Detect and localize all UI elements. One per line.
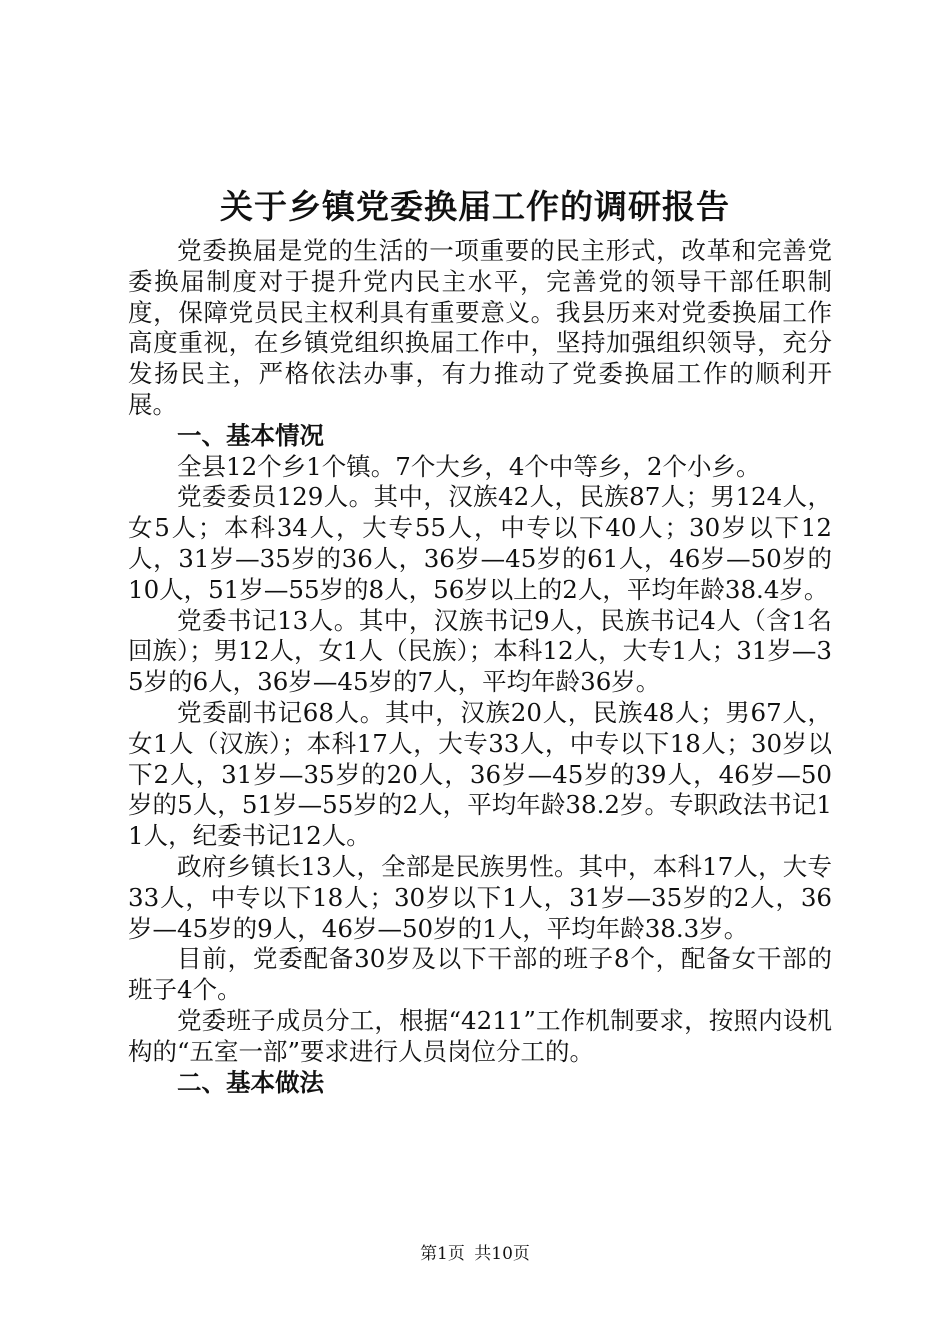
paragraph-county-overview: 全县12个乡1个镇。7个大乡，4个中等乡，2个小乡。 — [177, 451, 761, 481]
paragraph-deputy-secretaries: 党委副书记68人。其中，汉族20人，民族48人；男67人，女1人（汉族）；本科17人，大专33人，中专以下18人；30岁以下2人，31岁—35岁的20人，36岁—45岁的39人，46岁—50岁的5人，51岁—55岁的2人，平均年龄38.2岁。专职政法书记11人，纪委书记12人。 — [128, 697, 832, 851]
section-heading-basic-situation: 一、基本情况 — [177, 420, 324, 450]
paragraph-division-of-labor: 党委班子成员分工，根据“4211”工作机制要求，按照内设机构的“五室一部”要求进行人员岗位分工的。 — [128, 1005, 832, 1066]
paragraph-young-female-cadres: 目前，党委配备30岁及以下干部的班子8个，配备女干部的班子4个。 — [128, 944, 832, 1005]
document-body — [128, 236, 832, 1098]
paragraph-party-secretaries: 党委书记13人。其中，汉族书记9人，民族书记4人（含1名回族）；男12人，女1人（民族）；本科12人，大专1人；31岁—35岁的6人，36岁—45岁的7人，平均年龄36岁。 — [128, 605, 832, 697]
paragraph-township-heads: 政府乡镇长13人，全部是民族男性。其中，本科17人，大专33人，中专以下18人；30岁以下1人，31岁—35岁的2人，36岁—45岁的9人，46岁—50岁的1人，平均年龄38.3岁。 — [128, 851, 832, 943]
paragraph-committee-members: 党委委员129人。其中，汉族42人，民族87人；男124人，女5人；本科34人，大专55人，中专以下40人；30岁以下12人，31岁—35岁的36人，36岁—45岁的61人，46岁—50岁的10人，51岁—55岁的8人，56岁以上的2人，平均年龄38.4岁。 — [128, 482, 832, 604]
section-heading-basic-practices: 二、基本做法 — [177, 1067, 324, 1097]
intro-paragraph: 党委换届是党的生活的一项重要的民主形式，改革和完善党委换届制度对于提升党内民主水平，完善党的领导干部任职制度，保障党员民主权利具有重要意义。我县历来对党委换届工作高度重视，在乡镇党组织换届工作中，坚持加强组织领导，充分发扬民主，严格依法办事，有力推动了党委换届工作的顺利开展。 — [128, 236, 832, 419]
page-footer — [0, 1242, 950, 1266]
document-title: 关于乡镇党委换届工作的调研报告 — [220, 187, 730, 226]
page-number: 第1页 — [420, 1244, 465, 1264]
page-total: 共10页 — [474, 1244, 530, 1264]
